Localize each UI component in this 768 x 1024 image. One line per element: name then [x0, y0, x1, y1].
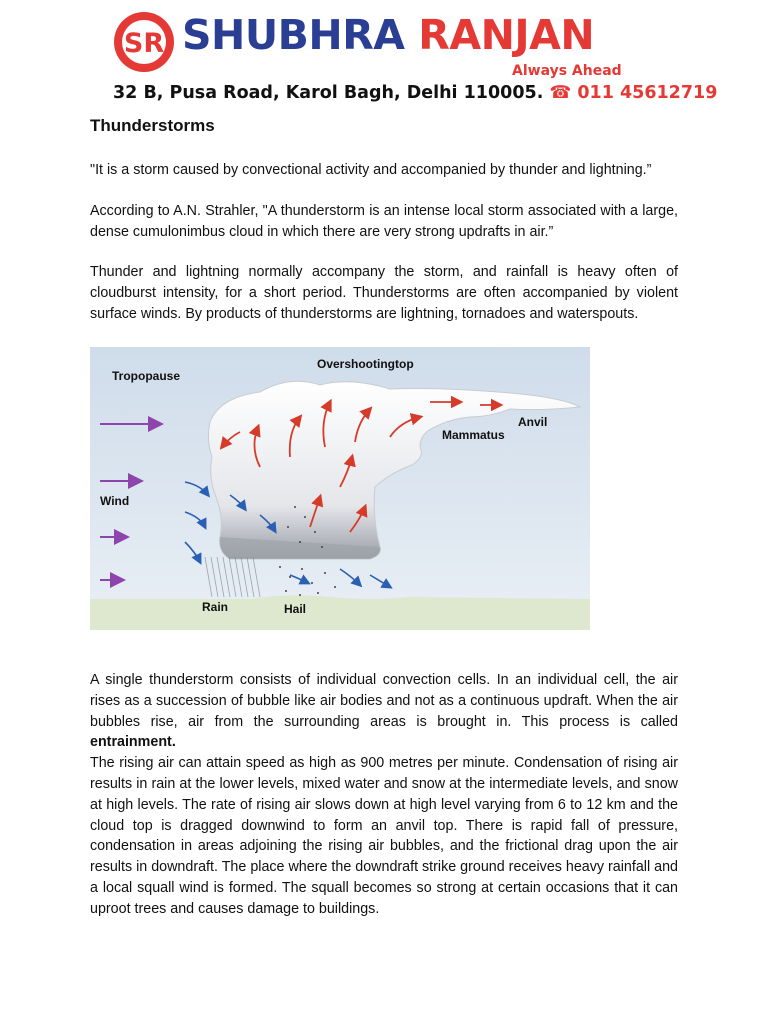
paragraph-definition: "It is a storm caused by convectional activity and accompanied by thunder and lightning.”	[90, 162, 652, 178]
brand-tagline: Always Ahead	[512, 63, 622, 79]
paragraph-convection-cells	[90, 670, 678, 753]
brand-part-2: RANJAN	[418, 11, 595, 59]
page-title: Thunderstorms	[90, 116, 215, 135]
label-hail: Hail	[284, 602, 307, 616]
label-mammatus: Mammatus	[442, 428, 505, 442]
phone-icon: ☎	[549, 83, 572, 103]
phone-number: 011 45612719	[577, 83, 718, 103]
article-top	[90, 112, 678, 345]
brand-part-1: SHUBHRA	[182, 11, 405, 59]
paragraph-rising-air: The rising air can attain speed as high as 900 metres per minute. Condensation of rising air results in rain at the lower levels, mixed water and snow at the intermediate levels, and snow at high levels. The rate of rising air slows down at high level varying from 6 to 12 km and the cloud top is dragged downwind to form an anvil top. There is rapid fall of pressure, condensation in areas adjoining the rising air bubbles, and the frictional drag upon the air results in downdraft. The place where the downdraft strike ground receives heavy rainfall and a local squall wind is formed. The squall becomes so strong at certain occasions that it can uproot trees and causes damage to buildings.	[90, 755, 678, 917]
article-bottom	[90, 670, 678, 940]
label-overshooting-top: Overshootingtop	[317, 357, 414, 371]
diagram-canvas	[90, 347, 590, 630]
brand-name	[182, 10, 594, 60]
thunderstorm-diagram	[90, 347, 590, 630]
paragraph-thunder-lightning: Thunder and lightning normally accompany the storm, and rainfall is heavy often of cloudburst intensity, for a short period. Thunderstorms are often accompanied by violent surface winds. By products of thunderstorms are lightning, tornadoes and waterspouts.	[90, 264, 678, 322]
sr-logo-icon	[112, 10, 176, 74]
svg-text:SR: SR	[123, 28, 165, 59]
paragraph-strahler: According to A.N. Strahler, "A thunderstorm is an intense local storm associated with a large, dense cumulonimbus cloud in which there are very strong updrafts in air.”	[90, 202, 678, 240]
ground	[90, 595, 590, 630]
label-wind: Wind	[100, 494, 130, 508]
term-entrainment: entrainment.	[90, 734, 176, 751]
address-text: 32 B, Pusa Road, Karol Bagh, Delhi 110005.	[113, 83, 544, 103]
page-header	[0, 0, 768, 110]
address-line	[113, 83, 717, 103]
label-tropopause: Tropopause	[112, 369, 181, 383]
label-anvil: Anvil	[518, 415, 548, 429]
paragraph-convection-text: A single thunderstorm consists of individual convection cells. In an individual cell, the air rises as a succession of bubble like air bodies and not as a continuous updraft. When the air bubbles rise, air from the surrounding areas is brought in. This process is called	[90, 672, 678, 730]
label-rain: Rain	[202, 600, 229, 614]
